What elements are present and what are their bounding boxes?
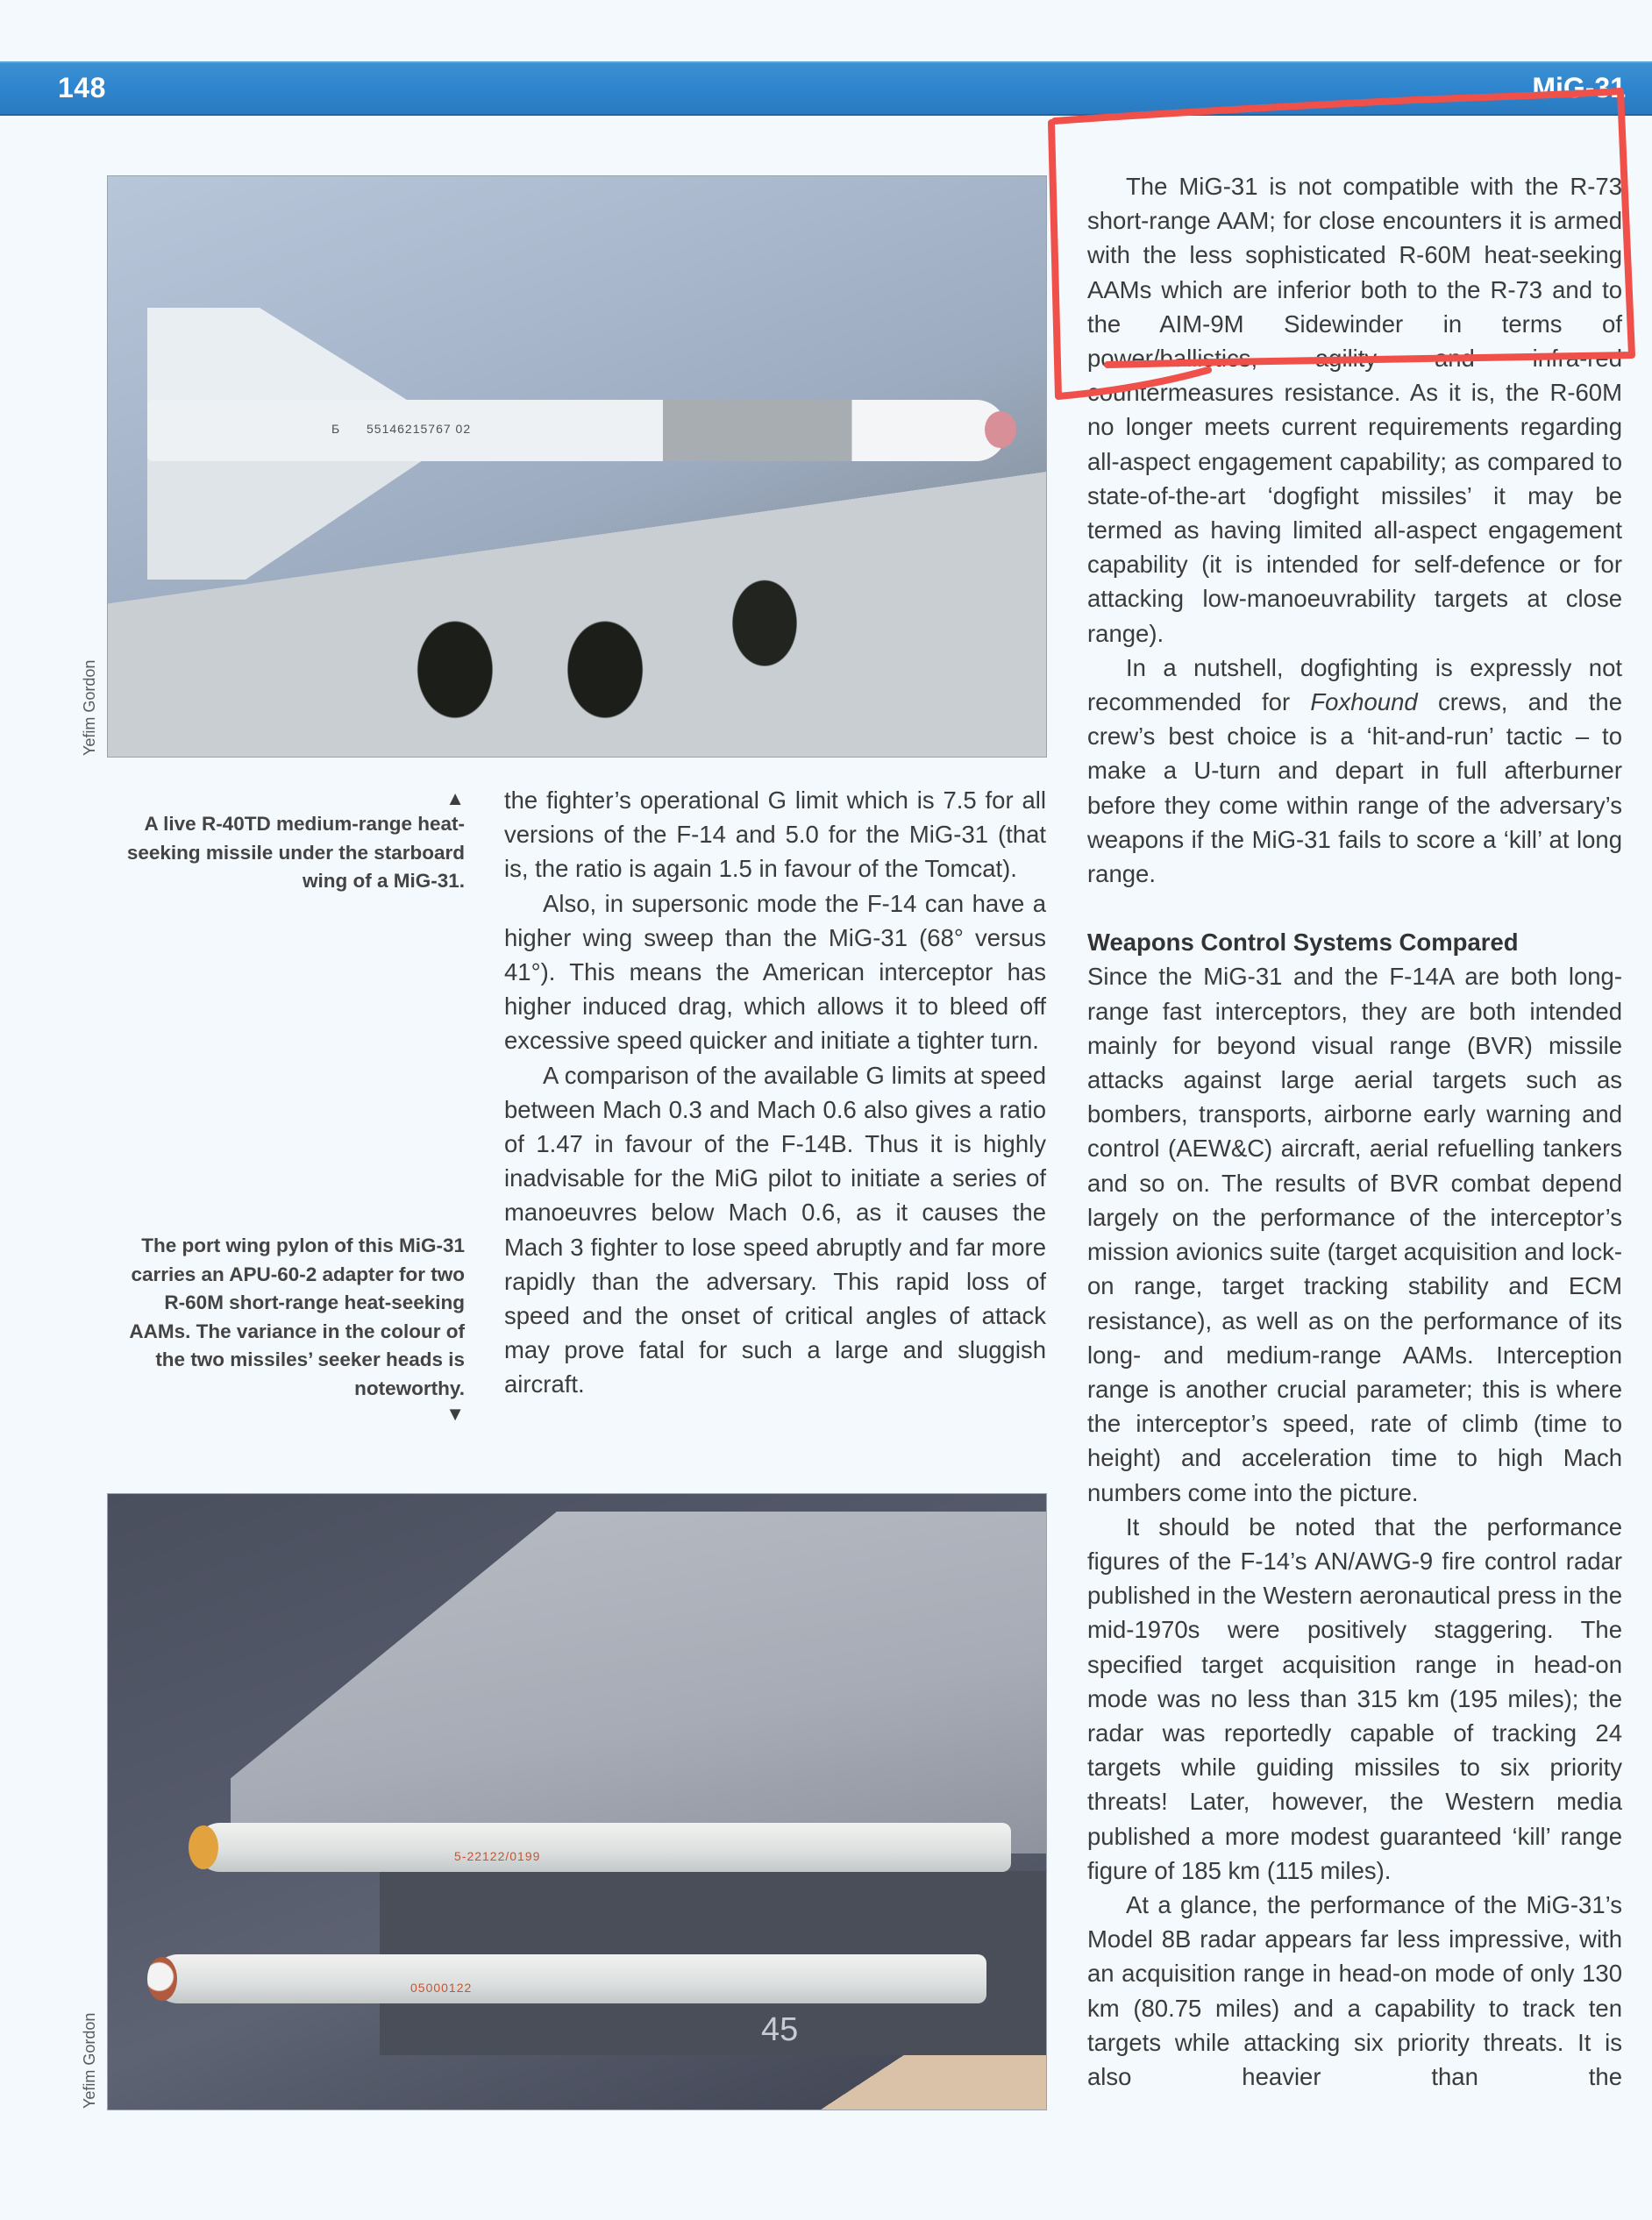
- missile-fin-upper: [147, 308, 428, 413]
- seeker-head-white: [147, 1957, 177, 2001]
- missile-lower: [153, 1954, 986, 2003]
- arrow-down-icon: ▼: [445, 1403, 465, 1425]
- paragraph-highlighted: The MiG-31 is not compatible with the R-73 short-range AAM; for close encounters it is armed with the less sophisticated R-60M heat-seeking AAMs which are inferior both to the R-73 and to the AIM-9M Sidewinder in terms of power/ballistics, agility and infra-red countermeasures resistance. As it is, the R-60M no longer meets current requirements regarding all-aspect engagement capability; as compared to state-of-the-art ‘dogfight missiles’ it may be termed as having limited all-aspect engagement capability (it is intended for self-defence or for attacking low-manoeuvrability targets at close range).: [1087, 173, 1622, 647]
- caption-bottom-photo: [105, 1232, 465, 1426]
- seeker-head-yellow: [189, 1825, 218, 1869]
- running-head: MiG-31: [1532, 72, 1626, 103]
- photo-r40td-missile: [107, 175, 1047, 758]
- paragraph: [1087, 651, 1622, 891]
- missile-fin-mark: Б: [331, 422, 341, 436]
- photo-r60m-missiles: [107, 1493, 1047, 2110]
- paragraph: Also, in supersonic mode the F-14 can have a higher wing sweep than the MiG-31 (68° versus 41°). This means the American interceptor has higher induced drag, which allows it to bleed off excessive speed quicker and initiate a tighter turn.: [504, 889, 1046, 1055]
- missile-body: [147, 400, 1007, 461]
- missile-upper: [196, 1823, 1011, 1872]
- section-gap: [1087, 891, 1622, 925]
- photo-credit-bottom: Yefim Gordon: [81, 2012, 98, 2109]
- page-header-band: [0, 61, 1652, 116]
- paragraph: It should be noted that the performance figures of the F-14’s AN/AWG-9 fire control radar published in the Western aeronautical press in the mid-1970s were positively staggering. The specified target acquisition range in head-on mode was no less than 315 km (195 miles); the radar was reportedly capable of tracking 24 targets while guiding missiles to six priority threats! Later, however, the Western media published a more modest guaranteed ‘kill’ range figure of 185 km (115 miles).: [1087, 1512, 1622, 1884]
- text-run: crews, and the crew’s best choice is a ‘hit-and-run’ tactic – to make a U-turn and depart in full afterburner before they come within range of the adversary’s weapons if the MiG-31 fails to score a ‘kill’ at long range.: [1087, 688, 1623, 888]
- missile-serial-lower: 05000122: [410, 1981, 473, 1995]
- text-run-italic: Foxhound: [1310, 688, 1418, 716]
- paragraph: Since the MiG-31 and the F-14A are both long-range fast interceptors, they are both intended mainly for beyond visual range (BVR) missile attacks against large aerial targets such as bombers, transports, airborne early warning and control (AEW&C) aircraft, aerial refuelling tankers and so on. The results of BVR combat depend largely on the performance of the interceptor’s mission avionics suite (target acquisition and lock-on range, target tracking stability and ECM resistance), as well as on the performance of its long- and medium-range AAMs. Interception range is another crucial parameter; this is where the interceptor’s speed, rate of climb (time to height) and acceleration time to high Mach numbers come into the picture.: [1087, 963, 1622, 1506]
- paragraph: A comparison of the available G limits at speed between Mach 0.3 and Mach 0.6 also gives a ratio of 1.47 in favour of the F-14B. Thus it is highly inadvisable for the MiG pilot to initiate a series of manoeuvres below Mach 0.6, as it causes the Mach 3 fighter to lose speed abruptly and far more rapidly than the adversary. This rapid loss of speed and the onset of critical angles of attack may prove fatal for such a large and sluggish aircraft.: [504, 1061, 1046, 1398]
- caption-top-text: A live R-40TD medium-range heat-seeking missile under the starboard wing of a MiG-31.: [126, 813, 465, 892]
- caption-top-photo: [105, 787, 465, 896]
- caption-bottom-text: The port wing pylon of this MiG-31 carries an APU-60-2 adapter for two R-60M short-range heat-seeking AAMs. The variance in the colour of the two missiles’ seeker heads is noteworthy.: [129, 1235, 465, 1399]
- paragraph: the fighter’s operational G limit which is 7.5 for all versions of the F-14 and 5.0 for the MiG-31 (that is, the ratio is again 1.5 in favour of the Tomcat).: [504, 786, 1046, 883]
- tail-number: 45: [761, 2011, 799, 2048]
- paragraph: At a glance, the performance of the MiG-31’s Model 8B radar appears far less impressive, with an acquisition range in head-on mode of only 130 km (80.75 miles) and a capability to track ten targets while attacking six priority threats. It is also heavier than the: [1087, 1890, 1622, 2090]
- wing-underside: [231, 1512, 1046, 1854]
- missile-fin-lower: [147, 457, 428, 580]
- body-column-right: [1087, 169, 1622, 2094]
- photo-credit-top: Yefim Gordon: [81, 659, 98, 756]
- body-column-middle: [504, 783, 1046, 1402]
- text-run: In a nutshell, dogfighting is expressly not recommended for: [1087, 653, 1622, 716]
- missile-serial-upper: 5-22122/0199: [454, 1849, 541, 1863]
- missile-seeker-head: [985, 411, 1016, 448]
- section-heading: Weapons Control Systems Compared: [1087, 929, 1519, 957]
- page-number: 148: [58, 72, 106, 103]
- arrow-up-icon: ▲: [445, 787, 465, 809]
- missile-serial: 55146215767 02: [367, 422, 472, 436]
